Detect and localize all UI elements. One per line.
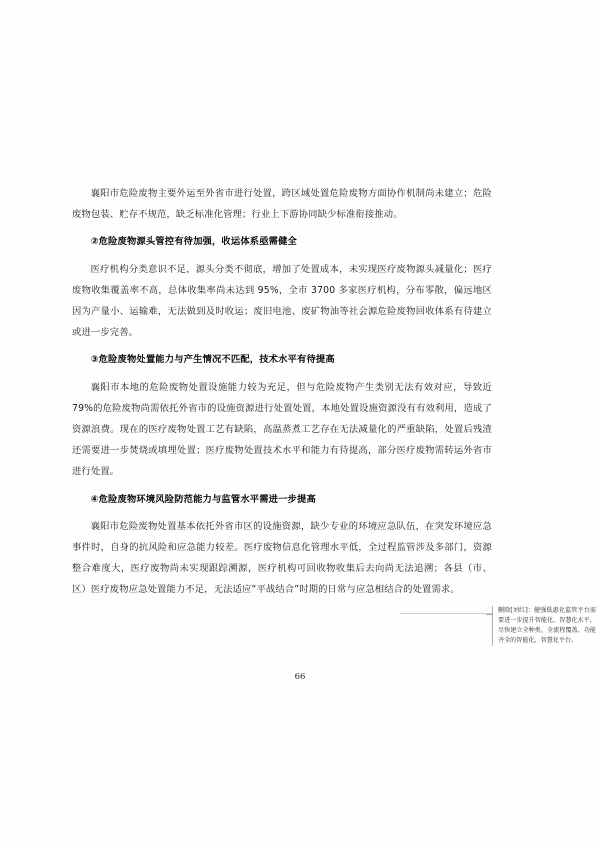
page-number: 66 [294,672,306,682]
paragraph-2: 医疗机构分类意识不足，源头分类不彻底，增加了处置成本，未实现医疗废物源头减量化；医疗废物收集覆盖率不高，总体收集率尚未达到 95%，全市 3700 多家医疗机构，分布零散，偏远地区因为产量小、运输难，无法做到及时收运；废旧电池、废矿物油等社会源危险废物回收体系有待建立或进一步完善。 [72,263,492,339]
comment-leader-line [400,613,492,614]
heading-2: ②危险废物源头管控有待加强，收运体系亟需健全 [90,236,297,248]
paragraph-4: 襄阳市危险废物处置基本依托外省市区的设施资源，缺少专业的环境应急队伍，在突发环境应急事件时，自身的抗风险和应急能力较差。医疗废物信息化管理水平低，全过程监管涉及多部门，资源整合难度大，医疗废物尚未实现跟踪溯源，医疗机构可回收物收集后去向尚无法追溯；各县（市、区）医疗废物应急处置能力不足，无法适应“平战结合”时期的日常与应急相结合的处置需求。 [72,520,492,596]
paragraph-1: 襄阳市危险废物主要外运至外省市进行处置，跨区域处置危险废物方面协作机制尚未建立；危险废物包装、贮存不规范，缺乏标准化管理；行业上下游协同缺少标准衔接推动。 [72,188,492,221]
document-body [72,183,492,601]
paragraph-3: 襄阳市本地的危险废物处置设施能力较为充足，但与危险废物产生类别无法有效对应，导致近 79%的危险废物尚需依托外省市的设施资源进行处置处置，本地处置设施资源没有有效利用，造成了资源浪费。现在的医疗废物处置工艺有缺陷，高温蒸煮工艺存在无法减量化的严重缺陷，处置后残渣还需要进一步焚烧或填埋处置；医疗废物处置技术水平和能力有待提高，部分医疗废物需转运外省市进行处置。 [72,381,492,478]
heading-3: ③危险废物处置能力与产生情况不匹配，技术水平有待提高 [90,354,335,366]
comment-box[interactable] [492,606,596,646]
comment-annotation[interactable] [492,606,596,646]
comment-connector [486,614,492,615]
comment-label: 删除[刘红]： [498,607,535,614]
comment-text: 健强低惠化监管平台需要进一步提升智能化、智慧化水平，尽快建立全种类、全流程覆盖、功能齐全的智能化、智慧化平台。 [498,607,596,644]
heading-4: ④危险废物环境风险防范能力与监管水平需进一步提高 [90,493,316,505]
